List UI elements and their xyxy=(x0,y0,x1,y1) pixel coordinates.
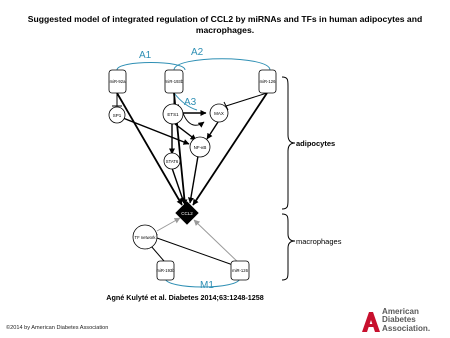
macrophages-bracket xyxy=(282,214,295,280)
node-label-mir193b-bottom: miR-193b xyxy=(156,268,175,273)
node-label-mir126-bottom: miR-126 xyxy=(232,268,248,273)
node-label-stat6: STAT6 xyxy=(165,159,179,164)
ada-logo-line-2: Diabetes xyxy=(382,315,416,325)
ada-logo-text xyxy=(382,308,446,333)
adipocytes-bracket xyxy=(282,77,295,209)
node-mir193b-bottom xyxy=(156,261,175,280)
node-mir193b-top xyxy=(165,70,184,93)
section-label-macrophages: macrophages xyxy=(296,237,342,246)
node-label-ccl2: CCL2 xyxy=(181,211,193,216)
ada-logo-line-1: American xyxy=(382,307,419,316)
group-label-a1: A1 xyxy=(139,50,152,61)
node-ets1 xyxy=(163,104,183,124)
figure-title: Suggested model of integrated regulation of CCL2 by miRNAs and TFs in human adipocytes and macrophages. xyxy=(27,14,423,35)
node-label-max: MAX xyxy=(214,111,224,116)
node-stat6 xyxy=(164,153,180,169)
node-mir92a xyxy=(109,70,126,93)
section-label-adipocytes: adipocytes xyxy=(296,139,336,148)
node-label-sp1: SP1 xyxy=(112,113,122,118)
node-max xyxy=(210,104,228,122)
ada-logo-mark-icon xyxy=(360,306,380,334)
group-label-m1: M1 xyxy=(200,280,214,291)
node-label-nfkb: NF-κB xyxy=(193,145,207,150)
node-tf-network xyxy=(133,225,157,249)
node-label-ets1: ETS1 xyxy=(167,112,179,117)
ada-logo xyxy=(360,306,444,334)
group-label-a3: A3 xyxy=(184,97,197,108)
node-mir126-bottom xyxy=(231,261,249,280)
group-a1-bracket xyxy=(117,63,185,71)
node-label-mir193b-top: miR-193b xyxy=(164,79,184,84)
ada-logo-line-3: Association. xyxy=(382,323,431,333)
node-label-mir126-top: miR-126 xyxy=(259,79,276,84)
copyright-notice: ©2014 by American Diabetes Association xyxy=(6,325,109,331)
node-sp1 xyxy=(109,107,125,123)
group-label-a2: A2 xyxy=(191,47,204,58)
node-label-tf-network: TF network xyxy=(134,235,156,240)
citation: Agné Kulyté et al. Diabetes 2014;63:1248-1258 xyxy=(106,293,264,302)
node-nfkb xyxy=(190,137,210,157)
node-label-mir92a: miR-92a xyxy=(109,79,126,84)
node-mir126-top xyxy=(259,70,276,93)
group-a2-bracket xyxy=(174,59,270,70)
